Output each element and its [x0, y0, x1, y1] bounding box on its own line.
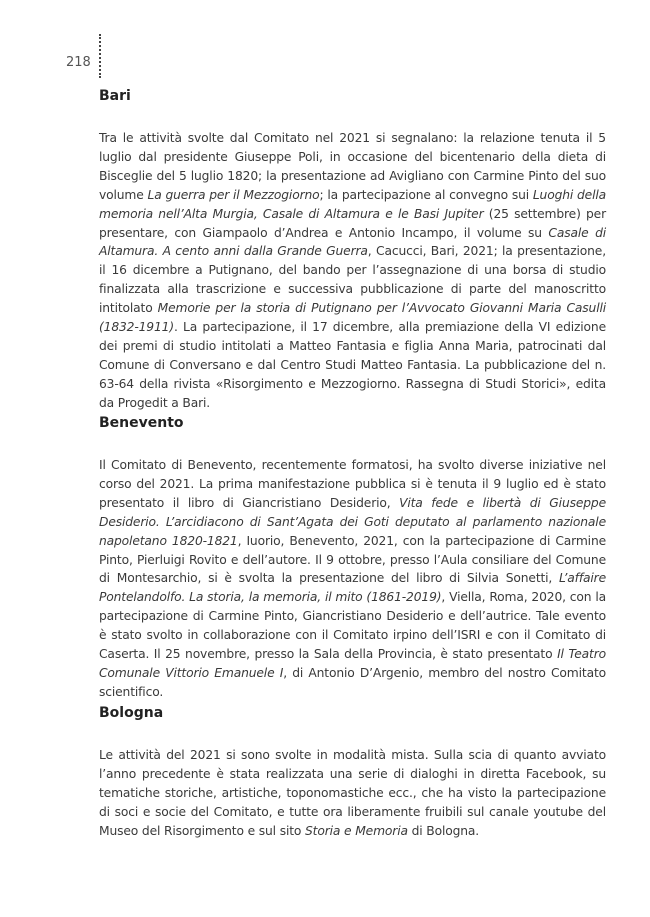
- text-run: , Cacucci, Bari, 2021; la presentazione, il 16 dicembre a Putignano, del bando per l’assegnazione di una borsa di studio finalizzata alla trascrizione e successiva pubblicazione di parte del manoscritto intitolato: [99, 244, 606, 316]
- section-benevento: [99, 414, 606, 702]
- section-heading: Bari: [99, 88, 131, 104]
- italic-title: Storia e Memoria: [305, 823, 408, 838]
- section-paragraph: [99, 129, 606, 413]
- italic-title: Memorie per la storia di Putignano per l’Avvocato Giovanni Maria Casulli (1832-1911): [99, 301, 606, 335]
- text-run: Il Comitato di Benevento, recentemente formatosi, ha svolto diverse iniziative nel corso del 2021. La prima manifestazione pubblica si è tenuta il 9 luglio ed è stato presentato il libro di Giancristiano Desiderio,: [99, 458, 606, 510]
- text-run: ; la partecipazione al convegno sui: [319, 187, 533, 202]
- section-heading: Bologna: [99, 705, 164, 721]
- text-run: di Bologna.: [407, 823, 480, 838]
- text-run: , Iuorio, Benevento, 2021, con la partecipazione di Carmine Pinto, Pierluigi Rovito e dell’autore. Il 9 ottobre, presso l’Aula consiliare del Comune di Montesarchio, si è svolta la presentazione del libro di Silvia Sonetti,: [99, 533, 606, 586]
- section-paragraph: [99, 456, 606, 702]
- text-run: Tra le attività svolte dal Comitato nel 2021 si segnalano: la relazione tenuta il 5 luglio dal presidente Giuseppe Poli, in occasione del bicentenario della dieta di Bisceglie del 5 luglio 1820; la presentazione ad Avigliano con Carmine Pinto del suo volume: [99, 131, 606, 202]
- section-heading: Benevento: [99, 415, 184, 431]
- italic-title: Il Teatro Comunale Vittorio Emanuele I: [99, 647, 606, 680]
- text-run: , Viella, Roma, 2020, con la partecipazione di Carmine Pinto, Giancristiano Desiderio e dell’autrice. Tale evento è stato svolto in collaborazione con il Comitato irpino dell’ISRI e con il Comitato di Caserta. Il 25 novembre, presso la Sala della Provincia, è stato presentato: [99, 590, 606, 662]
- italic-title: Luoghi della memoria nell’Alta Murgia, Casale di Altamura e le Basi Jupiter: [99, 187, 606, 221]
- italic-title: L’affaire Pontelandolfo. La storia, la memoria, il mito (1861-2019): [99, 571, 606, 605]
- text-run: (25 settembre) per presentare, con Giampaolo d’Andrea e Antonio Incampo, il volume su: [99, 206, 606, 240]
- section-paragraph: [99, 746, 606, 841]
- italic-title: Vita fede e libertà di Giuseppe Desiderio. L’arcidiacono di Sant’Agata dei Goti deputato al parlamento nazionale napoletano 1820-1821: [99, 495, 606, 548]
- text-run: Le attività del 2021 si sono svolte in modalità mista. Sulla scia di quanto avviato l’anno precedente è stata realizzata una serie di dialoghi in diretta Facebook, su tematiche storiche, artistiche, toponomastiche ecc., che ha visto la partecipazione di soci e socie del Comitato, e tutte ora liberamente fruibili sul canale youtube del Museo del Risorgimento e sul sito: [99, 748, 606, 838]
- margin-rule: [99, 34, 101, 78]
- page-number: 218: [66, 55, 91, 70]
- italic-title: La guerra per il Mezzogiorno: [147, 187, 320, 202]
- text-run: . La partecipazione, il 17 dicembre, alla premiazione della VI edizione dei premi di studio intitolati a Matteo Fantasia e figlia Anna Maria, patrocinati dal Comune di Conversano e dal Centro Studi Matteo Fantasia. La pubblicazione del n. 63-64 della rivista «Risorgimento e Mezzogiorno. Rassegna di Studi Storici», edita da Progedit a Bari.: [99, 320, 606, 410]
- text-run: , di Antonio D’Argenio, membro del nostro Comitato scientifico.: [99, 665, 607, 699]
- section-bari: [99, 87, 606, 413]
- section-bologna: [99, 704, 606, 841]
- italic-title: Casale di Altamura. A cento anni dalla Grande Guerra: [99, 225, 606, 259]
